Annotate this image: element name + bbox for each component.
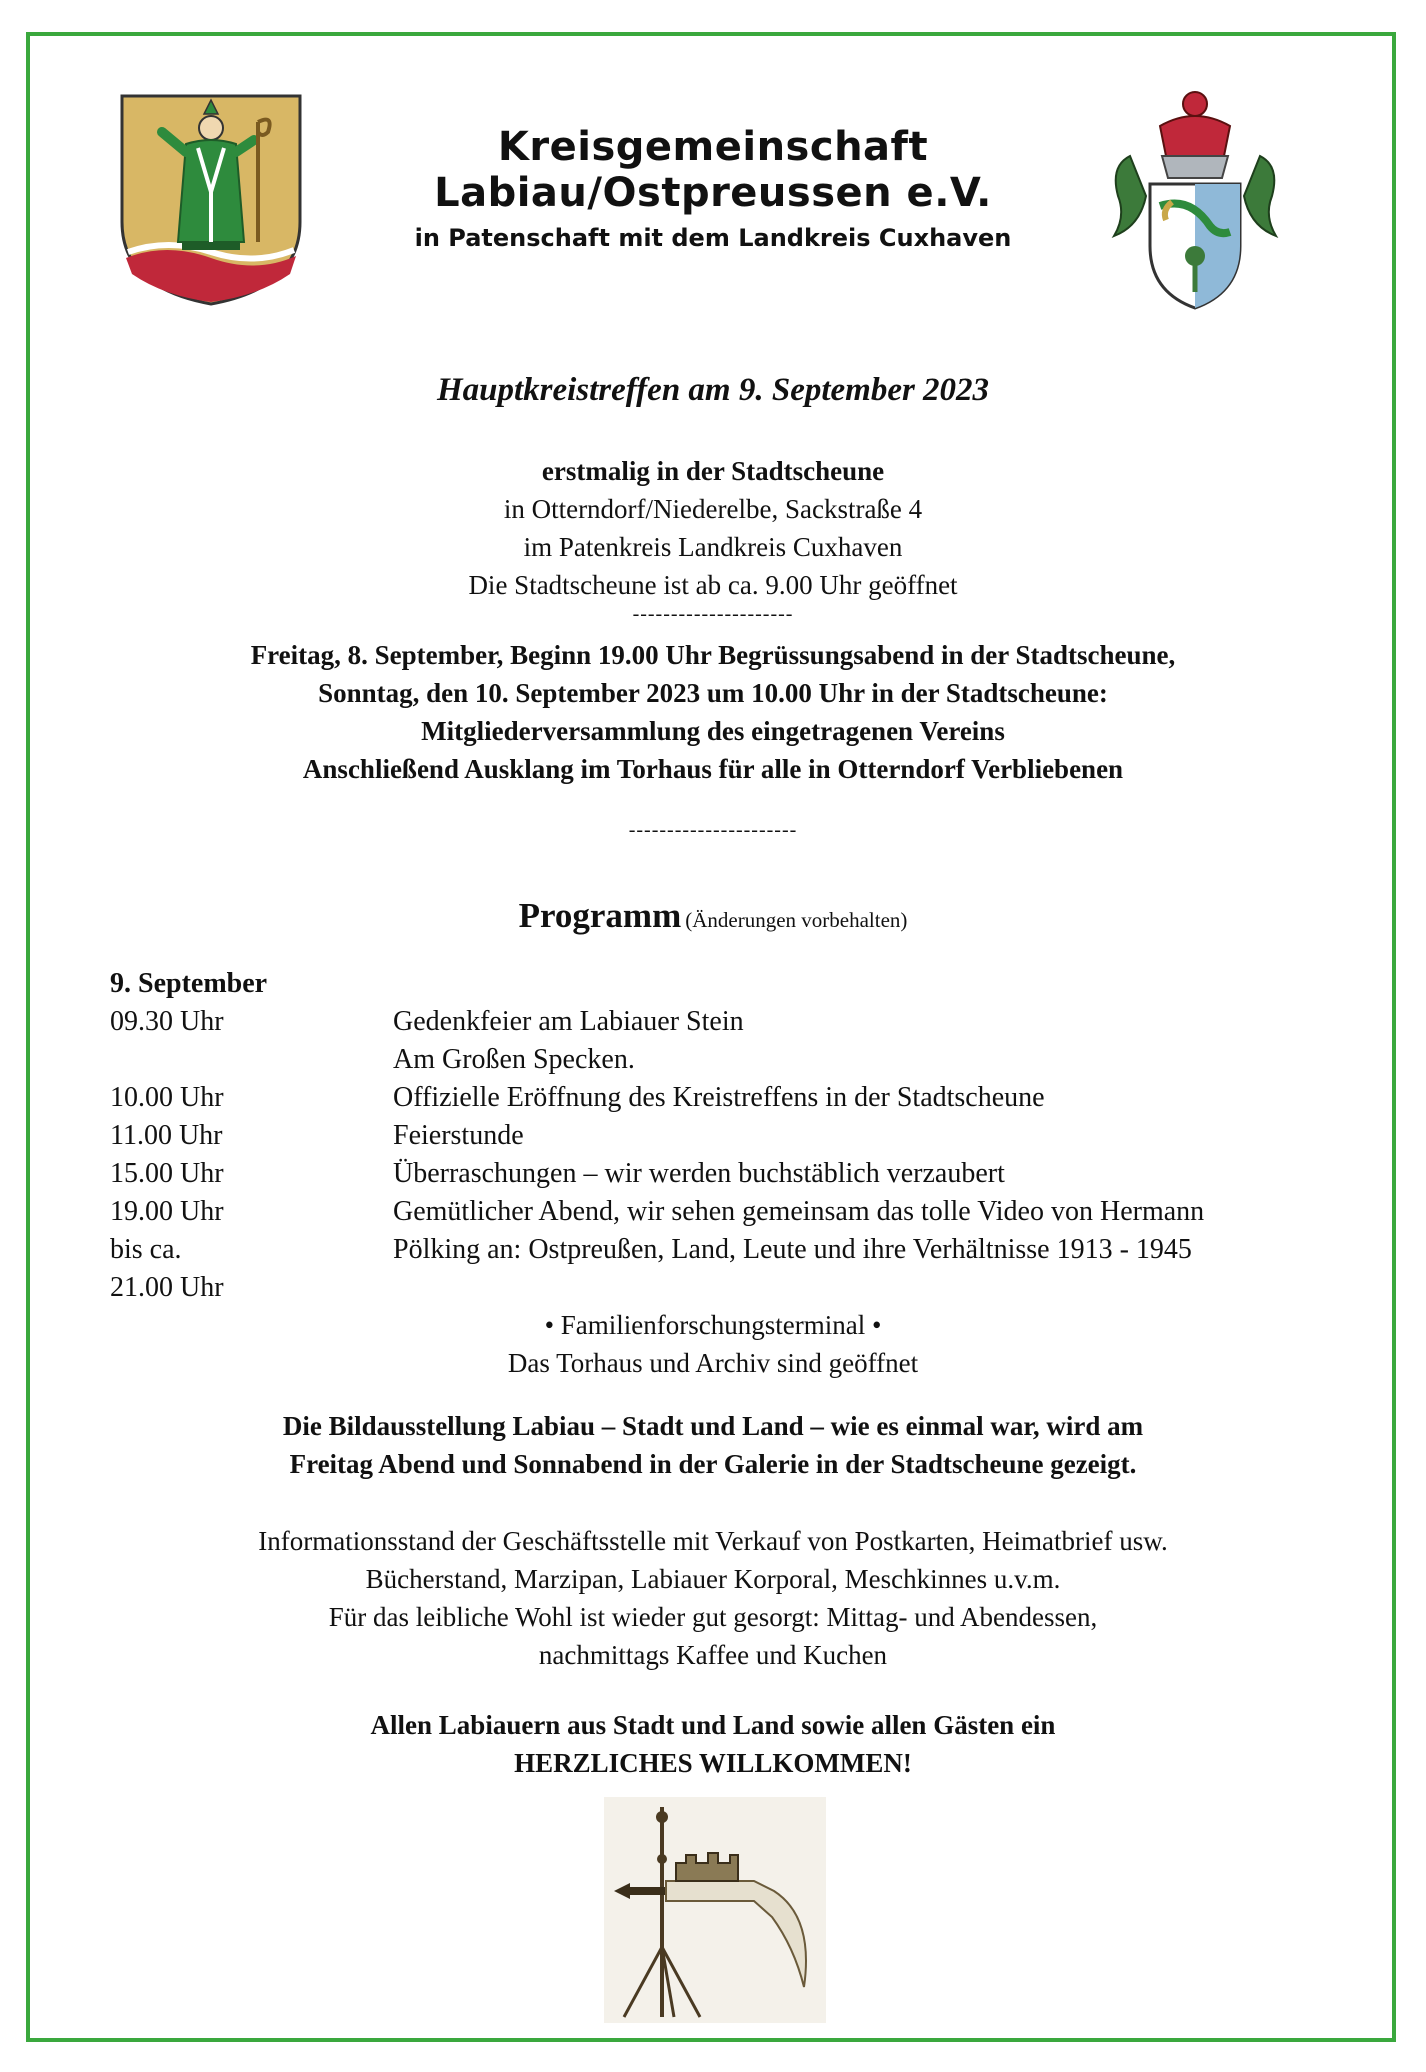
schedule-desc: Offizielle Eröffnung des Kreistreffens in der Stadtscheune bbox=[393, 1082, 1045, 1113]
info-line1: Informationsstand der Geschäftsstelle mit Verkauf von Postkarten, Heimatbrief usw. bbox=[258, 1526, 1168, 1556]
organization-subtitle: in Patenschaft mit dem Landkreis Cuxhaven bbox=[414, 224, 1012, 252]
exhibition-line1: Die Bildausstellung Labiau – Stadt und Land – wie es einmal war, wird am bbox=[282, 1411, 1144, 1441]
extras-block bbox=[40, 1306, 1386, 1382]
welcome-line2: HERZLICHES WILLKOMMEN! bbox=[514, 1748, 912, 1778]
schedule-row bbox=[110, 1079, 1045, 1117]
program-note: (Änderungen vorbehalten) bbox=[685, 908, 908, 932]
schedule-time: bis ca. bbox=[110, 1234, 182, 1265]
separator-1: --------------------- bbox=[632, 603, 794, 625]
cuxhaven-coat-of-arms-icon bbox=[1100, 86, 1290, 316]
welcome-line1: Allen Labiauern aus Stadt und Land sowie allen Gästen ein bbox=[370, 1710, 1056, 1740]
schedule-time: 11.00 Uhr bbox=[110, 1120, 223, 1151]
extras-line2: Das Torhaus und Archiv sind geöffnet bbox=[507, 1348, 919, 1378]
schedule-time: 21.00 Uhr bbox=[110, 1272, 224, 1303]
weathervane-emblem-icon bbox=[604, 1797, 826, 2023]
schedule-time: 19.00 Uhr bbox=[110, 1196, 224, 1227]
program-date: 9. September bbox=[110, 968, 268, 999]
schedule-time: 10.00 Uhr bbox=[110, 1082, 224, 1113]
venue-line2: in Otterndorf/Niederelbe, Sackstraße 4 bbox=[503, 494, 923, 524]
schedule-desc: Überraschungen – wir werden buchstäblich verzaubert bbox=[393, 1158, 1005, 1189]
organization-name-line1: Kreisgemeinschaft bbox=[497, 124, 929, 170]
events-line3: Mitgliederversammlung des eingetragenen Vereins bbox=[421, 716, 1005, 746]
venue-line3: im Patenkreis Landkreis Cuxhaven bbox=[523, 532, 903, 562]
schedule-row bbox=[110, 1117, 524, 1155]
info-line2: Bücherstand, Marzipan, Labiauer Korporal, Meschkinnes u.v.m. bbox=[365, 1564, 1061, 1594]
schedule-desc: Pölking an: Ostpreußen, Land, Leute und ihre Verhältnisse 1913 - 1945 bbox=[393, 1234, 1192, 1265]
venue-line1: erstmalig in der Stadtscheune bbox=[541, 456, 885, 486]
welcome-block bbox=[40, 1706, 1386, 1782]
schedule-desc: Gemütlicher Abend, wir sehen gemeinsam das tolle Video von Hermann bbox=[393, 1196, 1205, 1227]
extras-line1: • Familienforschungsterminal • bbox=[544, 1310, 882, 1340]
schedule-row bbox=[110, 1193, 1205, 1231]
schedule-time: 15.00 Uhr bbox=[110, 1158, 224, 1189]
exhibition-block bbox=[40, 1407, 1386, 1483]
schedule-row bbox=[110, 1231, 1192, 1269]
schedule-desc: Feierstunde bbox=[393, 1120, 524, 1151]
program-heading bbox=[40, 896, 1386, 936]
schedule-row bbox=[110, 1155, 1005, 1193]
info-line3: Für das leibliche Wohl ist wieder gut gesorgt: Mittag- und Abendessen, bbox=[328, 1602, 1098, 1632]
events-line1: Freitag, 8. September, Beginn 19.00 Uhr Begrüssungsabend in der Stadtscheune, bbox=[250, 640, 1176, 670]
program-title: Programm bbox=[518, 896, 682, 935]
venue-block bbox=[40, 452, 1386, 624]
venue-line4: Die Stadtscheune ist ab ca. 9.00 Uhr geöffnet bbox=[468, 570, 958, 600]
schedule-row bbox=[110, 1041, 635, 1079]
exhibition-line2: Freitag Abend und Sonnabend in der Galerie in der Stadtscheune gezeigt. bbox=[289, 1449, 1137, 1479]
separator-2: ---------------------- bbox=[628, 819, 798, 841]
events-line4: Anschließend Ausklang im Torhaus für alle in Otterndorf Verbliebenen bbox=[302, 754, 1124, 784]
info-block bbox=[40, 1522, 1386, 1674]
schedule-desc: Gedenkfeier am Labiauer Stein bbox=[393, 1006, 744, 1037]
organization-name-line2: Labiau/Ostpreussen e.V. bbox=[434, 170, 992, 216]
events-line2: Sonntag, den 10. September 2023 um 10.00 Uhr in der Stadtscheune: bbox=[318, 678, 1108, 708]
schedule-desc: Am Großen Specken. bbox=[393, 1044, 635, 1075]
events-block bbox=[40, 636, 1386, 788]
schedule-row bbox=[110, 1003, 744, 1041]
schedule-row bbox=[110, 1269, 267, 1307]
schedule-time: 09.30 Uhr bbox=[110, 1006, 224, 1037]
info-line4: nachmittags Kaffee und Kuchen bbox=[538, 1640, 888, 1670]
event-title: Hauptkreistreffen am 9. September 2023 bbox=[436, 372, 990, 408]
organization-header bbox=[340, 124, 1086, 256]
program-schedule bbox=[110, 965, 1205, 1307]
labiau-coat-of-arms-icon bbox=[118, 92, 304, 308]
